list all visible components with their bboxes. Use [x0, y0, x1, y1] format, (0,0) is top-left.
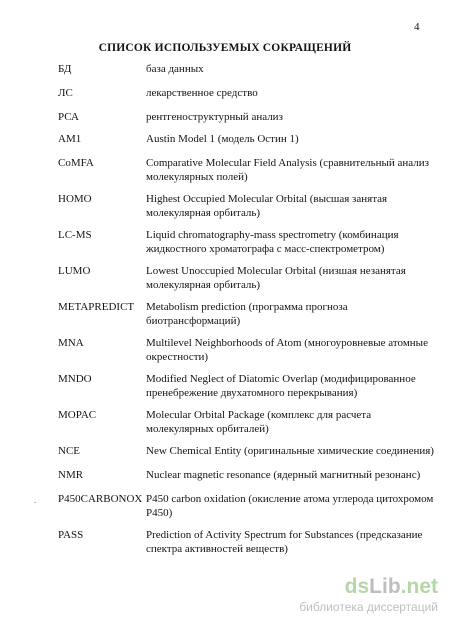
abbreviation: CoMFA: [58, 157, 94, 169]
definition: Austin Model 1 (модель Остин 1): [146, 133, 299, 145]
definition: Molecular Orbital Package (комплекс для расчета молекулярных орбиталей): [146, 409, 372, 435]
abbreviation: MNA: [58, 337, 84, 349]
abbreviation: MOPAC: [58, 409, 97, 421]
abbreviation: LC-MS: [58, 229, 92, 241]
definition: Highest Occupied Molecular Orbital (высшая занятая молекулярная орбиталь): [146, 193, 388, 219]
stray-mark: .: [34, 495, 37, 505]
definition: Comparative Molecular Field Analysis (сравнительный анализ молекулярных полей): [146, 157, 429, 183]
definition: Modified Neglect of Diatomic Overlap (модифицированное пренебрежение двухатомного перекрывания): [146, 373, 416, 399]
definition: Liquid chromatography-mass spectrometry (комбинация жидкостного хроматографа с масс-спектрометром): [146, 229, 399, 255]
watermark-logo-part: ds: [344, 575, 370, 598]
abbreviation: METAPREDICT: [58, 301, 135, 313]
abbreviation: РСА: [58, 111, 79, 123]
abbreviation: БД: [58, 63, 72, 75]
watermark: [272, 575, 442, 615]
definition: Metabolism prediction (программа прогноза биотрансформаций): [146, 301, 348, 327]
watermark-logo: [345, 575, 438, 599]
page-title: СПИСОК ИСПОЛЬЗУЕМЫХ СОКРАЩЕНИЙ: [98, 42, 352, 54]
abbreviation: NMR: [58, 469, 84, 481]
definition: база данных: [146, 63, 204, 75]
definition: рентгеноструктурный анализ: [146, 111, 283, 123]
definition: New Chemical Entity (оригинальные химические соединения): [146, 445, 434, 457]
definition: P450 carbon oxidation (окисление атома углерода цитохромом Р450): [146, 493, 434, 519]
abbreviation: HOMO: [58, 193, 92, 205]
abbreviation: LUMO: [58, 265, 91, 277]
definition: Multilevel Neighborhoods of Atom (многоуровневые атомные окрестности): [146, 337, 428, 363]
page-number: 4: [414, 21, 420, 33]
definition: Lowest Unoccupied Molecular Orbital (низшая незанятая молекулярная орбиталь): [146, 265, 406, 291]
watermark-logo-part: .net: [400, 575, 438, 598]
definition: Prediction of Activity Spectrum for Substances (предсказание спектра активностей веществ): [146, 529, 423, 555]
definition: лекарственное средство: [146, 87, 258, 99]
abbreviation: ЛС: [58, 87, 73, 99]
abbreviation: MNDO: [58, 373, 92, 385]
watermark-subtitle: библиотека диссертаций: [299, 600, 438, 614]
abbreviation: P450CARBONOX: [58, 493, 143, 505]
abbreviation: AM1: [58, 133, 82, 145]
definition: Nuclear magnetic resonance (ядерный магнитный резонанс): [146, 469, 421, 481]
abbreviation: NCE: [58, 445, 80, 457]
abbreviation: PASS: [58, 529, 84, 541]
watermark-logo-part: Lib: [369, 575, 401, 598]
